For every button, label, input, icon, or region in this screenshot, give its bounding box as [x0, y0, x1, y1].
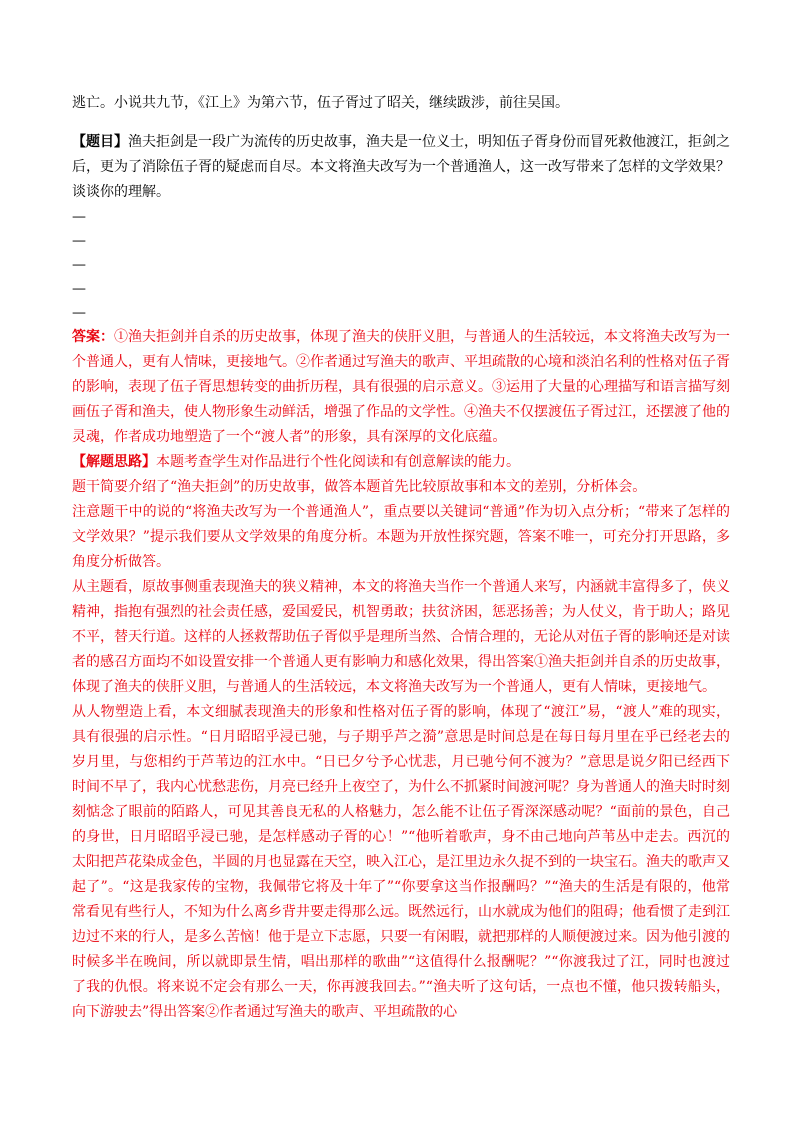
answer-paragraph	[72, 325, 730, 450]
answer-blank-line: —	[72, 233, 86, 249]
analysis-lead: 本题考查学生对作品进行个性化阅读和有创意解读的能力。	[156, 454, 520, 470]
answer-blank-lines	[72, 205, 730, 325]
analysis-paragraph: 从人物塑造上看，本文细腻表现渔夫的形象和性格对伍子胥的影响，体现了“渡江”易，“渡人”难的现实，具有很强的启示性。“日月昭昭乎浸已驰，与子期乎芦之漪”意思是时间总是在每日每月里在乎已经老去的岁月里，与您相约于芦苇边的江水中。“日已夕兮予心忧悲，月已驰兮何不渡为？”意思是说夕阳已经西下时间不早了，我内心忧愁悲伤，月亮已经升上夜空了，为什么不抓紧时间渡河呢？身为普通人的渔夫时时刻刻惦念了眼前的陌路人，可见其善良无私的人格魅力，怎么能不让伍子胥深深感动呢？“面前的景色，自己的身世，日月昭昭乎浸已驰，是怎样感动子胥的心！”“他听着歌声，身不由己地向芦苇丛中走去。西沉的太阳把芦花染成金色，半圆的月也显露在天空，映入江心，是江里边永久捉不到的一块宝石。渔夫的歌声又起了”。“这是我家传的宝物，我佩带它将及十年了”“你要拿这当作报酬吗？”“渔夫的生活是有限的，他常常看见有些行人，不知为什么离乡背井要走得那么远。既然远行，山水就成为他们的阻碍；他看惯了走到江边过不来的行人，是多么苦恼！他于是立下志愿，只要一有闲暇，就把那样的人顺便渡过来。因为他引渡的时候多半在晚间，所以就即景生情，唱出那样的歌曲”“这值得什么报酬呢？”“你渡我过了江，同时也渡过了我的仇恨。将来说不定会有那么一天，你再渡我回去。”“渔夫听了这句话，一点也不懂，他只拨转船头，向下游驶去”得出答案②作者通过写渔夫的歌声、平坦疏散的心	[72, 704, 730, 1020]
answer-blank-line: —	[72, 305, 86, 321]
question-label: 【题目】	[72, 134, 128, 150]
question-paragraph	[72, 130, 730, 205]
analysis-label: 【解题思路】	[72, 454, 156, 470]
intro-paragraph: 逃亡。小说共九节，《江上》为第六节，伍子胥过了昭关，继续跋涉，前往吴国。	[72, 95, 569, 111]
answer-section	[72, 325, 730, 1025]
answer-label: 答案：	[72, 329, 114, 345]
answer-blank-line: —	[72, 209, 86, 225]
answer-text: ①渔夫拒剑并自杀的历史故事，体现了渔夫的侠肝义胆，与普通人的生活较远，本文将渔夫改写为一个普通人，更有人情味，更接地气。②作者通过写渔夫的歌声、平坦疏散的心境和淡泊名利的性格对伍子胥的影响，表现了伍子胥思想转变的曲折历程，具有很强的启示意义。③运用了大量的心理描写和语言描写刻画伍子胥和渔夫，使人物形象生动鲜活，增强了作品的文学性。④渔夫不仅摆渡伍子胥过江，还摆渡了他的灵魂，作者成功地塑造了一个“渡人者”的形象，具有深厚的文化底蕴。	[72, 329, 730, 445]
analysis-paragraph: 从主题看，原故事侧重表现渔夫的狭义精神，本文的将渔夫当作一个普通人来写，内涵就丰富得多了，侠义精神，指抱有强烈的社会责任感，爱国爱民，机智勇敢；扶贫济困，惩恶扬善；为人仗义，肯于助人；路见不平，替天行道。这样的人拯救帮助伍子胥似乎是理所当然、合情合理的，无论从对伍子胥的影响还是对读者的感召方面均不如设置安排一个普通人更有影响力和感化效果，得出答案①渔夫拒剑并自杀的历史故事，体现了渔夫的侠肝义胆，与普通人的生活较远，本文将渔夫改写为一个普通人，更有人情味，更接地气。	[72, 579, 730, 695]
answer-blank-line: —	[72, 281, 86, 297]
answer-blank-line: —	[72, 257, 86, 273]
analysis-paragraph: 题干简要介绍了“渔夫拒剑”的历史故事，做答本题首先比较原故事和本文的差别，分析体会。	[72, 479, 647, 495]
analysis-lead-paragraph	[72, 450, 730, 475]
question-text: 渔夫拒剑是一段广为流传的历史故事，渔夫是一位义士，明知伍子胥身份而冒死救他渡江，拒剑之后，更为了消除伍子胥的疑虑而自尽。本文将渔夫改写为一个普通渔人，这一改写带来了怎样的文学效果？谈谈你的理解。	[72, 134, 730, 200]
document-page	[72, 90, 730, 1025]
analysis-paragraph: 注意题干中的说的“将渔夫改写为一个普通渔人”，重点要以关键词“普通”作为切入点分析；“带来了怎样的文学效果？”提示我们要从文学效果的角度分析。本题为开放性探究题，答案不唯一，可充分打开思路，多角度分析做答。	[72, 504, 730, 570]
